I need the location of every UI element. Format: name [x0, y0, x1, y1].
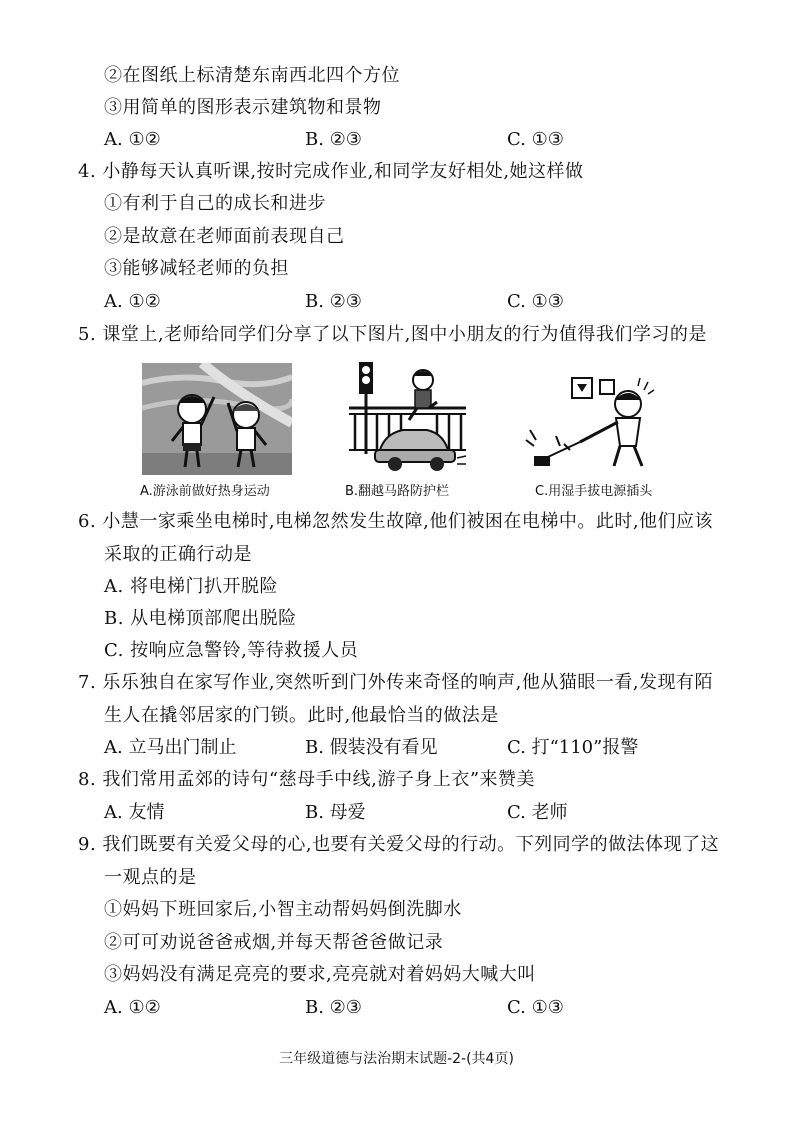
- q4-item-3: ③能够减轻老师的负担: [104, 258, 289, 279]
- q9-option-c: C. ①③: [507, 997, 564, 1018]
- q8-option-c: C. 老师: [507, 802, 568, 823]
- q3-option-c: C. ①③: [507, 129, 564, 150]
- q9-item-1: ①妈妈下班回家后,小智主动帮妈妈倒洗脚水: [104, 899, 462, 920]
- q9-option-a: A. ①②: [104, 997, 161, 1018]
- q4-item-1: ①有利于自己的成长和进步: [104, 193, 326, 214]
- q8-option-a: A. 友情: [104, 802, 165, 823]
- picture-a-caption: A.游泳前做好热身运动: [140, 484, 270, 499]
- q7-stem-line-1: 7. 乐乐独自在家写作业,突然听到门外传来奇怪的响声,他从猫眼一看,发现有陌: [78, 672, 714, 693]
- q6-stem-line-1: 6. 小慧一家乘坐电梯时,电梯忽然发生故障,他们被困在电梯中。此时,他们应该: [78, 511, 714, 532]
- page-footer: 三年级道德与法治期末试题-2-(共4页): [279, 1051, 514, 1067]
- warm-up-picture: [142, 363, 292, 475]
- q4-item-2: ②是故意在老师面前表现自己: [104, 226, 345, 247]
- q9-stem-line-2: 一观点的是: [104, 867, 197, 888]
- q9-item-2: ②可可劝说爸爸戒烟,并每天帮爸爸做记录: [104, 932, 444, 953]
- q5-stem: 5. 课堂上,老师给同学们分享了以下图片,图中小朋友的行为值得我们学习的是: [78, 324, 707, 345]
- guardrail-picture: [345, 358, 470, 476]
- picture-b-caption: B.翻越马路防护栏: [345, 484, 450, 499]
- q6-option-c: C. 按响应急警铃,等待救援人员: [104, 640, 359, 661]
- q6-option-a: A. 将电梯门扒开脱险: [104, 576, 278, 597]
- q9-stem-line-1: 9. 我们既要有关爱父母的心,也要有关爱父母的行动。下列同学的做法体现了这: [78, 834, 720, 855]
- q8-stem: 8. 我们常用孟郊的诗句“慈母手中线,游子身上衣”来赞美: [78, 769, 536, 790]
- q8-option-b: B. 母爱: [305, 802, 366, 823]
- q4-option-a: A. ①②: [104, 291, 161, 312]
- q9-item-3: ③妈妈没有满足亮亮的要求,亮亮就对着妈妈大喊大叫: [104, 964, 536, 985]
- q7-option-b: B. 假装没有看见: [305, 737, 438, 758]
- q7-stem-line-2: 生人在撬邻居家的门锁。此时,他最恰当的做法是: [104, 705, 499, 726]
- q3-option-b: B. ②③: [305, 129, 362, 150]
- q4-stem: 4. 小静每天认真听课,按时完成作业,和同学友好相处,她这样做: [78, 161, 584, 182]
- q6-stem-line-2: 采取的正确行动是: [104, 544, 252, 565]
- q7-option-a: A. 立马出门制止: [104, 737, 237, 758]
- q3-option-a: A. ①②: [104, 129, 161, 150]
- wet-hands-plug-picture: [520, 360, 660, 475]
- q7-option-c: C. 打“110”报警: [507, 737, 639, 758]
- q3-item-2: ②在图纸上标清楚东南西北四个方位: [104, 65, 400, 86]
- q4-option-b: B. ②③: [305, 291, 362, 312]
- q9-option-b: B. ②③: [305, 997, 362, 1018]
- q4-option-c: C. ①③: [507, 291, 564, 312]
- q6-option-b: B. 从电梯顶部爬出脱险: [104, 608, 297, 629]
- q3-item-3: ③用简单的图形表示建筑物和景物: [104, 97, 382, 118]
- picture-c-caption: C.用湿手拔电源插头: [535, 484, 653, 499]
